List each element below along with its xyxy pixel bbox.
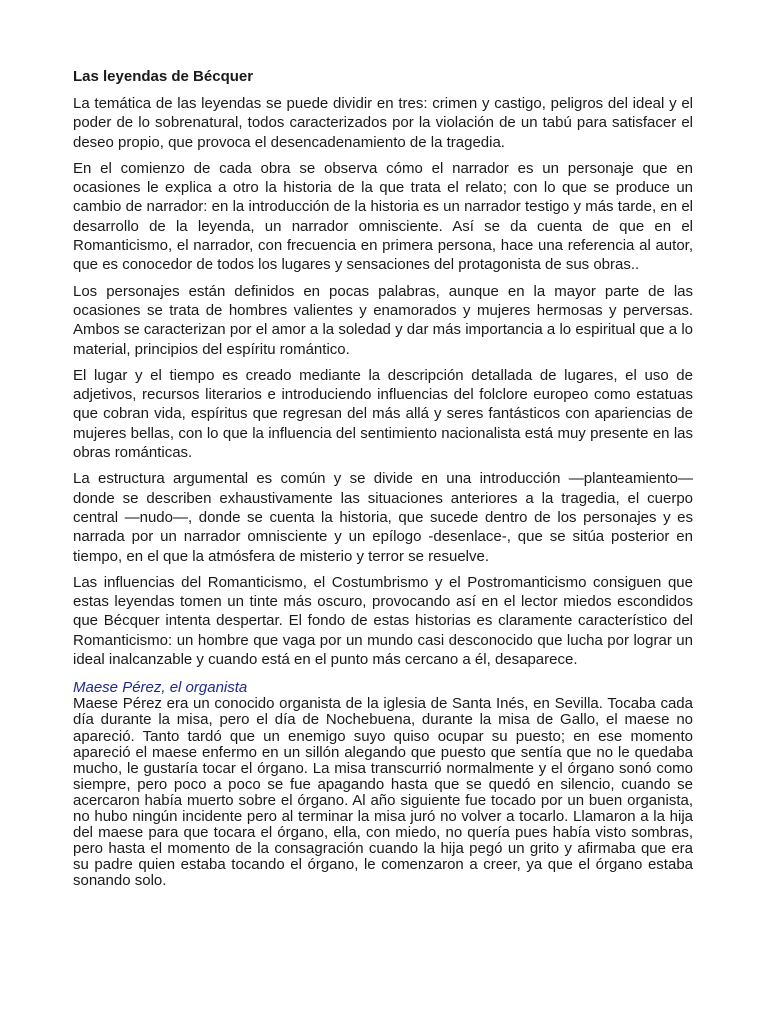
section-body-maese-perez: Maese Pérez era un conocido organista de la iglesia de Santa Inés, en Sevilla. Tocaba cada día durante la misa, pero el día de Nochebuena, durante la misa de Gallo, el maese no apareció. Tanto tardó que un enemigo suyo quiso ocupar su puesto; en ese momento apareció el maese enfermo en un sillón alegando que puesto que sentía que no le quedaba mucho, le gustaría tocar el órgano. La misa transcurrió normalmente y el órgano sonó como siempre, pero poco a poco se fue apagando hasta que se quedó en silencio, cuando se acercaron había muerto sobre el órgano. Al año siguiente fue tocado por un buen organista, no hubo ningún incidente pero al terminar la misa juró no volver a tocarlo. Llamaron a la hija del maese para que tocara el órgano, ella, con miedo, no quería pues había visto sombras, pero hasta el momento de la consagración cuando la hija pegó un grito y afirmaba que era su padre quien estaba tocando el órgano, le comenzaron a creer, ya que el órgano estaba sonando solo. bbox=[73, 695, 693, 890]
paragraph-personajes: Los personajes están definidos en pocas palabras, aunque en la mayor parte de las ocasiones se trata de hombres valientes y enamorados y mujeres hermosas y perversas. Ambos se caracterizan por el amor a la soledad y dar más importancia a lo espiritual que a lo material, principios del espíritu romántico. bbox=[73, 282, 693, 358]
section-title-maese-perez: Maese Pérez, el organista bbox=[73, 679, 248, 697]
paragraph-tematica: La temática de las leyendas se puede dividir en tres: crimen y castigo, peligros del ideal y el poder de lo sobrenatural, todos caracterizados por la violación de un tabú para satisfacer el deseo propio, que provoca el desencadenamiento de la tragedia. bbox=[73, 95, 693, 151]
paragraph-narrador: En el comienzo de cada obra se observa cómo el narrador es un personaje que en ocasiones le explica a otro la historia de la que trata el relato; con lo que se produce un cambio de narrador: en la introducción de la historia es un narrador testigo y más tarde, en el desarrollo de la leyenda, un narrador omnisciente. Así se da cuenta de que en el Romanticismo, el narrador, con frecuencia en primera persona, hace una referencia al autor, que es conocedor de todos los lugares y sensaciones del protagonista de sus obras.. bbox=[73, 159, 693, 274]
paragraph-influencias: Las influencias del Romanticismo, el Costumbrismo y el Postromanticismo consiguen que estas leyendas tomen un tinte más oscuro, provocando así en el lector miedos escondidos que Bécquer intenta despertar. El fondo de estas historias es claramente característico del Romanticismo: un hombre que vaga por un mundo casi desconocido que lucha por lograr un ideal inalcanzable y cuando está en el punto más cercano a él, desaparece. bbox=[73, 573, 693, 669]
paragraph-lugar-tiempo: El lugar y el tiempo es creado mediante la descripción detallada de lugares, el uso de adjetivos, recursos literarios e introduciendo influencias del folclore europeo como estatuas que cobran vida, espíritus que regresan del más allá y seres fantásticos con apariencias de mujeres bellas, con lo que la influencia del sentimiento nacionalista está muy presente en las obras románticas. bbox=[73, 366, 693, 462]
document-page bbox=[73, 67, 693, 889]
document-title: Las leyendas de Bécquer bbox=[73, 68, 254, 85]
paragraph-estructura: La estructura argumental es común y se divide en una introducción —planteamiento— donde se describen exhaustivamente las situaciones anteriores a la tragedia, el cuerpo central —nudo—, donde se cuenta la historia, que sucede dentro de los personajes y es narrada por un narrador omnisciente y un epílogo -desenlace-, que se sitúa posterior en tiempo, en el que la atmósfera de misterio y terror se resuelve. bbox=[73, 470, 693, 565]
